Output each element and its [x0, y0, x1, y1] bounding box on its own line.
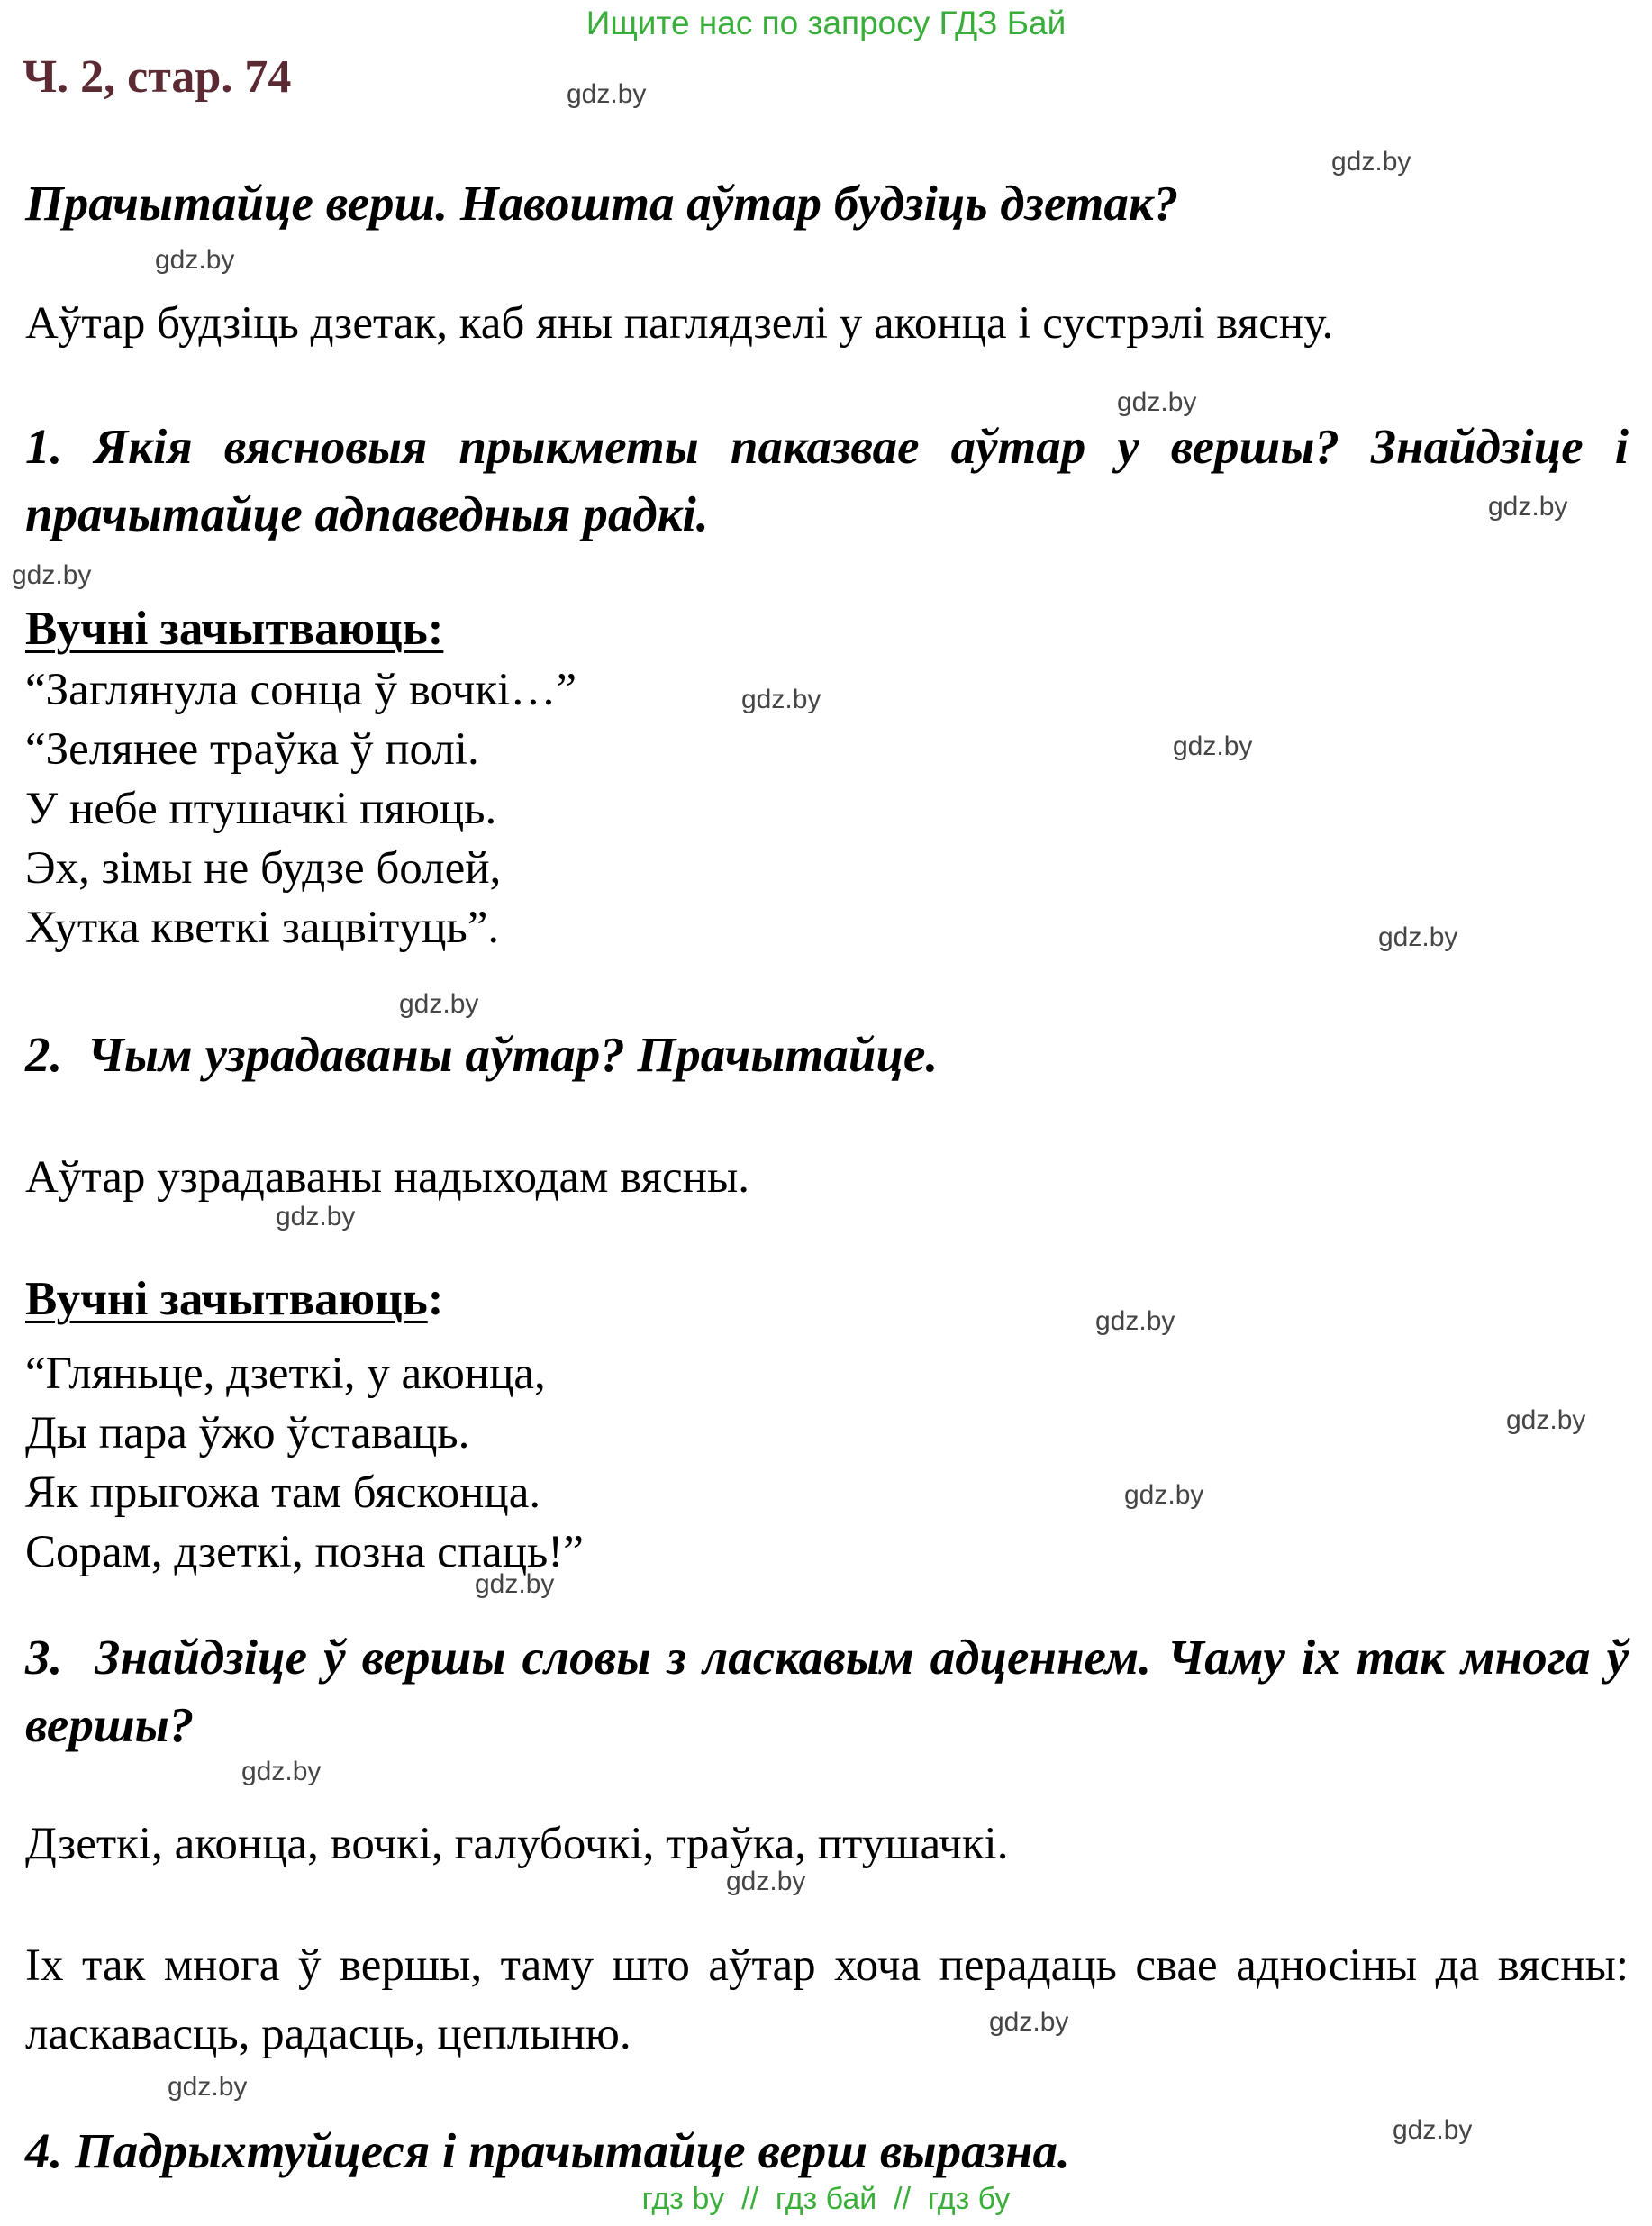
- gdzby-watermark: gdz.by: [168, 2072, 248, 2102]
- verse-line: Ды пара ўжо ўставаць.: [25, 1408, 470, 1458]
- verse-1: [25, 660, 1629, 958]
- gdzby-watermark: gdz.by: [726, 1867, 806, 1896]
- verse-2: [25, 1344, 1629, 1582]
- gdzby-watermark: gdz.by: [1378, 922, 1458, 952]
- question-4: 4. Падрыхтуйцеся і прачытайце верш выразна.: [25, 2123, 1070, 2178]
- gdzby-watermark: gdz.by: [1095, 1306, 1175, 1336]
- verse-line: Сорам, дзеткі, позна спаць!”: [25, 1527, 584, 1577]
- gdzby-watermark: gdz.by: [1124, 1480, 1204, 1510]
- verse-line: “Заглянула сонца ў вочкі…”: [25, 665, 576, 715]
- answer-3-explanation: Іх так многа ў вершы, таму што аўтар хоча перадаць свае адносіны да вясны: ласкавасць, радасць, цеплыню.: [25, 1940, 1629, 2059]
- question-1: 1. Якія вясновыя прыкметы паказвае аўтар у вершы? Знайдзіце і прачытайце адпаведныя радкі.: [25, 419, 1629, 541]
- gdzby-watermark: gdz.by: [475, 1569, 555, 1599]
- readers-label-1: [25, 602, 1629, 656]
- verse-line: Хутка кветкі зацвітуць”.: [25, 903, 500, 953]
- gdzby-watermark: gdz.by: [241, 1757, 322, 1786]
- gdzby-watermark: gdz.by: [12, 560, 92, 590]
- gdzby-watermark: gdz.by: [1488, 492, 1568, 522]
- readers-label-text: Вучні зачытваюць:: [25, 603, 444, 655]
- readers-label-colon: :: [427, 1273, 444, 1325]
- readers-label-2: [25, 1272, 1629, 1326]
- verse-line: “Зелянее траўка ў полі.: [25, 724, 479, 775]
- verse-line: “Гляньце, дзеткі, у аконца,: [25, 1349, 546, 1399]
- gdzby-watermark: gdz.by: [1393, 2115, 1473, 2145]
- gdzby-watermark: gdz.by: [1173, 731, 1253, 761]
- gdzby-watermark: gdz.by: [155, 245, 235, 275]
- gdzby-watermark: gdz.by: [567, 79, 647, 109]
- question-3: 3. Знайдзіце ў вершы словы з ласкавым адценнем. Чаму іх так многа ў вершы?: [25, 1630, 1629, 1752]
- verse-line: Як прыгожа там бясконца.: [25, 1467, 541, 1518]
- verse-line: Эх, зімы не будзе болей,: [25, 843, 502, 894]
- top-banner: Ищите нас по запросу ГДЗ Бай: [585, 5, 1067, 41]
- answer-3-words: Дзеткі, аконца, вочкі, галубочкі, траўка, птушачкі.: [25, 1819, 1009, 1869]
- gdzby-watermark: gdz.by: [1117, 387, 1197, 417]
- gdzby-watermark: gdz.by: [741, 685, 821, 714]
- question-2: 2. Чым узрадаваны аўтар? Прачытайце.: [25, 1027, 939, 1082]
- gdzby-watermark: gdz.by: [1506, 1405, 1586, 1435]
- gdzby-watermark: gdz.by: [276, 1202, 356, 1231]
- gdzby-watermark: gdz.by: [1331, 147, 1411, 177]
- gdzby-watermark: gdz.by: [989, 2007, 1069, 2037]
- footer-banner: гдз by // гдз бай // гдз бу: [641, 2182, 1011, 2216]
- readers-label-text: Вучні зачытваюць: [25, 1273, 428, 1325]
- verse-line: У небе птушачкі пяюць.: [25, 784, 497, 834]
- intro-question: Прачытайце верш. Навошта аўтар будзіць дзетак?: [25, 176, 1179, 231]
- answer-2: Аўтар узрадаваны надыходам вясны.: [25, 1152, 749, 1203]
- gdzby-watermark: gdz.by: [399, 989, 479, 1019]
- intro-answer: Аўтар будзіць дзетак, каб яны паглядзелі у аконца і сустрэлі вясну.: [25, 298, 1334, 349]
- page-title: Ч. 2, стар. 74: [23, 51, 292, 103]
